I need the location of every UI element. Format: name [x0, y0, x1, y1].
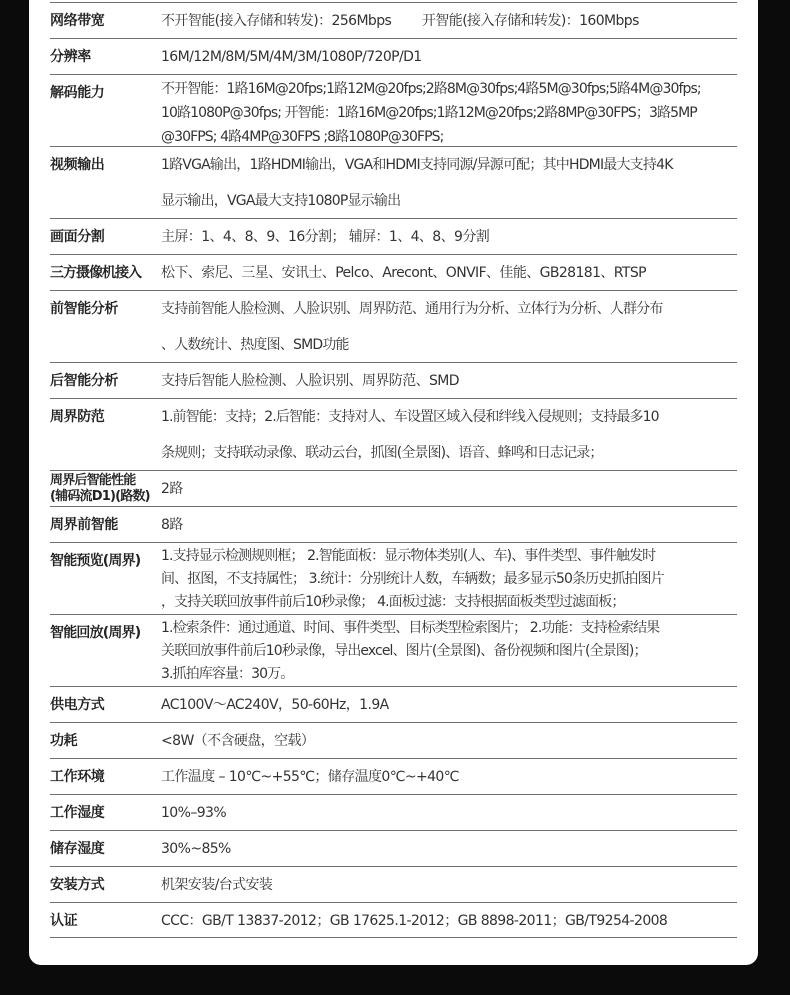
spec-value: 工作温度 – 10℃~+55℃；储存温度0℃~+40℃ — [161, 769, 459, 785]
spec-label: 前智能分析 — [50, 301, 118, 317]
spec-row-perimeter-front — [50, 507, 737, 543]
spec-value: <8W（不含硬盘，空载） — [161, 733, 315, 749]
spec-value: 松下、索尼、三星、安讯士、Pelco、Arecont、ONVIF、佳能、GB28181、RTSP — [161, 265, 647, 281]
spec-row-smart-preview — [50, 543, 737, 615]
spec-row-installation — [50, 867, 737, 903]
spec-value: 30%~85% — [161, 841, 231, 857]
spec-label: 画面分割 — [50, 229, 105, 245]
spec-row-front-analysis — [50, 291, 737, 363]
spec-value: 8路 — [161, 517, 183, 533]
spec-value: 1.支持显示检测规则框； 2.智能面板：显示物体类别(人、车)、事件类型、事件触发时 间、抠图，不支持属性； 3.统计：分别统计人数，车辆数；最多显示50条历史抓拍图片 ，支持关联回放事件前后10秒录像； 4.面板过滤：支持根据面板类型过滤面板； — [161, 548, 664, 610]
spec-value: 1.前智能：支持；2.后智能：支持对人、车设置区域入侵和绊线入侵规则；支持最多10 条规则；支持联动录像、联动云台，抓图(全景图)、语音、蜂鸣和日志记录； — [161, 409, 659, 461]
spec-label: 认证 — [50, 913, 78, 929]
spec-row-power-consumption — [50, 723, 737, 759]
spec-row-power-supply — [50, 687, 737, 723]
spec-row-third-party-camera — [50, 255, 737, 291]
spec-label: 解码能力 — [50, 85, 105, 101]
spec-value: 1路VGA输出，1路HDMI输出，VGA和HDMI支持同源/异源可配；其中HDMI最大支持4K 显示输出，VGA最大支持1080P显示输出 — [161, 157, 673, 209]
spec-label: 供电方式 — [50, 697, 105, 713]
spec-label: 智能预览(周界) — [50, 553, 141, 569]
spec-value: 支持后智能人脸检测、人脸识别、周界防范、SMD — [161, 373, 459, 389]
spec-value: 主屏：1、4、8、9、16分割； 辅屏：1、4、8、9分割 — [161, 229, 490, 245]
spec-row-decoding — [50, 75, 737, 147]
spec-row-certification — [50, 903, 737, 938]
spec-row-working-humidity — [50, 795, 737, 831]
spec-row-resolution — [50, 39, 737, 75]
spec-value: 16M/12M/8M/5M/4M/3M/1080P/720P/D1 — [161, 49, 422, 65]
spec-row-video-output — [50, 147, 737, 219]
spec-label: 周界防范 — [50, 409, 105, 425]
spec-label: 安装方式 — [50, 877, 105, 893]
spec-row-screen-split — [50, 219, 737, 255]
spec-label: 三方摄像机接入 — [50, 265, 141, 281]
spec-value: CCC：GB/T 13837-2012；GB 17625.1-2012；GB 8898-2011；GB/T9254-2008 — [161, 913, 668, 929]
spec-card — [29, 0, 758, 965]
spec-row-perimeter — [50, 399, 737, 471]
spec-label: 分辨率 — [50, 49, 91, 65]
spec-label: 工作湿度 — [50, 805, 105, 821]
spec-label: 工作环境 — [50, 769, 105, 785]
spec-row-network-bandwidth — [50, 3, 737, 39]
spec-row-smart-playback — [50, 615, 737, 687]
spec-row-perimeter-back-perf — [50, 471, 737, 507]
spec-value: 1.检索条件：通过通道、时间、事件类型、目标类型检索图片； 2.功能：支持检索结果 关联回放事件前后10秒录像，导出excel、图片(全景图)、备份视频和图片(全景图)； 3.抓拍库容量：30万。 — [161, 620, 660, 682]
spec-label: 周界后智能性能 (辅码流D1)(路数) — [50, 473, 150, 504]
spec-value: AC100V〜AC240V，50-60Hz，1.9A — [161, 697, 389, 713]
spec-value: 不开智能(接入存储和转发)：256Mbps 开智能(接入存储和转发)：160Mbps — [161, 13, 639, 29]
spec-row-back-analysis — [50, 363, 737, 399]
spec-value: 10%–93% — [161, 805, 227, 821]
spec-value: 2路 — [161, 481, 183, 497]
spec-value: 机架安装/台式安装 — [161, 877, 273, 893]
spec-table — [50, 2, 737, 938]
spec-label: 周界前智能 — [50, 517, 118, 533]
spec-value: 不开智能：1路16M@20fps;1路12M@20fps;2路8M@30fps;4路5M@30fps;5路4M@30fps; 10路1080P@30fps; 开智能：1路16M@20fps;1路12M@20fps;2路8MP@30FPS；3路5MP @30FPS; 4路4MP@30FPS ;8路1080P@30FPS; — [161, 81, 701, 145]
spec-row-working-environment — [50, 759, 737, 795]
spec-label: 视频输出 — [50, 157, 105, 173]
spec-row-storage-humidity — [50, 831, 737, 867]
spec-value: 支持前智能人脸检测、人脸识别、周界防范、通用行为分析、立体行为分析、人群分布 、人数统计、热度图、SMD功能 — [161, 301, 663, 353]
spec-label: 智能回放(周界) — [50, 625, 141, 641]
spec-label: 储存湿度 — [50, 841, 105, 857]
spec-label: 网络带宽 — [50, 13, 105, 29]
spec-label: 功耗 — [50, 733, 78, 749]
spec-label: 后智能分析 — [50, 373, 118, 389]
